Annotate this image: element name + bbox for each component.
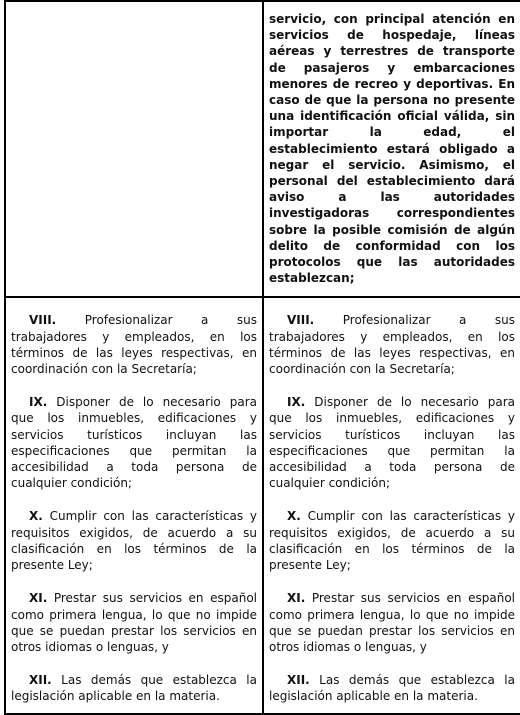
right-column-items (263, 297, 520, 713)
item-number: IX. (29, 395, 48, 410)
item-text: Profesionalizar a sus trabajadores y empleados, en los términos de las leyes respectivas, en coordinación con la Secretaría; (269, 313, 515, 377)
list-item (11, 590, 257, 655)
list-item (269, 590, 515, 655)
list-item (11, 672, 257, 704)
table-row-continuation (5, 1, 520, 297)
list-item (269, 394, 515, 491)
item-number: IX. (287, 395, 306, 410)
item-text: Cumplir con las características y requisitos exigidos, de acuerdo a su clasificación en los términos de la presente Ley; (269, 509, 515, 573)
left-cell-empty (5, 1, 263, 297)
right-cell-continuation (263, 1, 520, 297)
item-text: Prestar sus servicios en español como primera lengua, lo que no impide que se puedan prestar los servicios en otros idiomas o lenguas, y (269, 591, 515, 654)
item-number: VIII. (287, 313, 315, 328)
item-text: Las demás que establezca la legislación aplicable en la materia. (269, 673, 515, 704)
item-text: Cumplir con las características y requisitos exigidos, de acuerdo a su clasificación en los términos de la presente Ley; (11, 509, 257, 573)
item-number: XII. (287, 673, 310, 688)
item-number: XII. (29, 673, 52, 688)
item-text: Las demás que establezca la legislación aplicable en la materia. (11, 673, 257, 704)
list-item (11, 312, 257, 377)
item-number: XI. (287, 591, 306, 606)
item-number: X. (29, 509, 43, 524)
list-item (11, 508, 257, 573)
item-number: X. (287, 509, 301, 524)
item-number: VIII. (29, 313, 57, 328)
list-item (11, 394, 257, 491)
list-item (269, 672, 515, 704)
item-text: Disponer de lo necesario para que los inmuebles, edificaciones y servicios turísticos incluyan las especificaciones que permitan la accesibilidad a toda persona de cualquier condición; (269, 395, 515, 491)
item-text: Prestar sus servicios en español como primera lengua, lo que no impide que se puedan prestar los servicios en otros idiomas o lenguas, y (11, 591, 257, 654)
comparison-table (4, 0, 520, 715)
continuation-text: servicio, con principal atención en servicios de hospedaje, líneas aéreas y terrestres de transporte de pasajeros y embarcaciones menores de recreo y deportivas. En caso de que la persona no presente una identificación oficial válida, sin importar la edad, el establecimiento estará obligado a negar el servicio. Asimismo, el personal del establecimiento dará aviso a las autoridades investigadoras correspondientes sobre la posible comisión de algún delito de conformidad con los protocolos que las autoridades establezcan; (269, 12, 515, 286)
item-text: Profesionalizar a sus trabajadores y empleados, en los términos de las leyes respectivas, en coordinación con la Secretaría; (11, 313, 257, 377)
item-text: Disponer de lo necesario para que los inmuebles, edificaciones y servicios turísticos incluyan las especificaciones que permitan la accesibilidad a toda persona de cualquier condición; (11, 395, 257, 491)
table-row-items (5, 297, 520, 713)
list-item (269, 312, 515, 377)
list-item (269, 508, 515, 573)
item-number: XI. (29, 591, 48, 606)
left-column-items (5, 297, 263, 713)
